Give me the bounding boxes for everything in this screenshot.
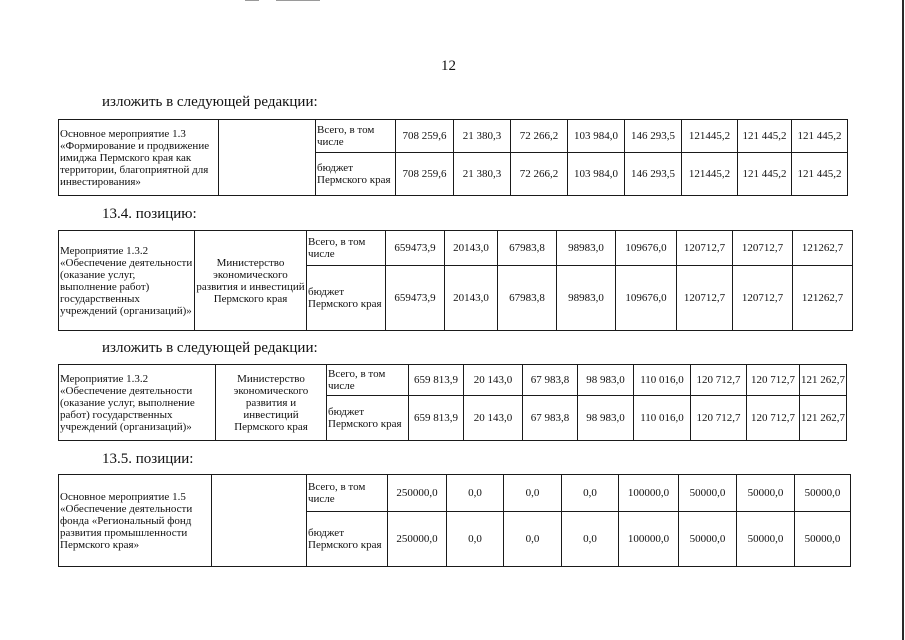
value-cell: 98983,0 xyxy=(557,231,616,266)
heading-new-edition-2: изложить в следующей редакции: xyxy=(102,340,318,356)
heading-position-13-5: 13.5. позиции: xyxy=(102,451,194,467)
measure-name-cell: Основное мероприятие 1.5 «Обеспечение деятельности фонда «Региональный фонд развития промышленности Пермского края» xyxy=(59,475,212,567)
scan-right-edge xyxy=(902,0,904,640)
value-cell: 0,0 xyxy=(504,475,562,512)
value-cell: 659 813,9 xyxy=(409,365,464,396)
value-cell: 109676,0 xyxy=(616,231,677,266)
value-cell: 20143,0 xyxy=(445,266,498,331)
value-cell: 120712,7 xyxy=(677,266,733,331)
scan-top-mark-left xyxy=(245,0,259,1)
value-cell: 21 380,3 xyxy=(454,120,511,153)
value-cell: 67 983,8 xyxy=(523,396,578,441)
value-cell: 50000,0 xyxy=(679,475,737,512)
value-cell: 120712,7 xyxy=(733,231,793,266)
responsible-cell: Министерство экономического развития и инвестиций Пермского края xyxy=(195,231,307,331)
table-row xyxy=(59,231,853,266)
value-cell: 708 259,6 xyxy=(396,120,454,153)
value-cell: 120 712,7 xyxy=(691,365,747,396)
value-cell: 121262,7 xyxy=(793,266,853,331)
funding-source-total: Всего, в том числе xyxy=(327,365,409,396)
table-measure-1-3-2-new xyxy=(58,364,847,441)
value-cell: 103 984,0 xyxy=(568,120,625,153)
value-cell: 250000,0 xyxy=(388,512,447,567)
value-cell: 72 266,2 xyxy=(511,120,568,153)
value-cell: 72 266,2 xyxy=(511,153,568,196)
value-cell: 50000,0 xyxy=(795,475,851,512)
value-cell: 109676,0 xyxy=(616,266,677,331)
value-cell: 121 445,2 xyxy=(738,153,792,196)
value-cell: 121 445,2 xyxy=(792,120,848,153)
value-cell: 120712,7 xyxy=(733,266,793,331)
funding-source-budget: бюджет Пермского края xyxy=(307,266,386,331)
value-cell: 121 445,2 xyxy=(738,120,792,153)
funding-source-budget: бюджет Пермского края xyxy=(307,512,388,567)
value-cell: 50000,0 xyxy=(679,512,737,567)
value-cell: 98983,0 xyxy=(557,266,616,331)
heading-position-13-4: 13.4. позицию: xyxy=(102,206,197,222)
value-cell: 146 293,5 xyxy=(625,120,682,153)
responsible-cell xyxy=(212,475,307,567)
value-cell: 659 813,9 xyxy=(409,396,464,441)
value-cell: 659473,9 xyxy=(386,231,445,266)
value-cell: 98 983,0 xyxy=(578,396,634,441)
funding-source-total: Всего, в том числе xyxy=(316,120,396,153)
value-cell: 708 259,6 xyxy=(396,153,454,196)
value-cell: 121 262,7 xyxy=(800,365,847,396)
measure-name-cell: Основное мероприятие 1.3 «Формирование и продвижение имиджа Пермского края как территории, благоприятной для инвестирования» xyxy=(59,120,219,196)
value-cell: 120712,7 xyxy=(677,231,733,266)
value-cell: 110 016,0 xyxy=(634,396,691,441)
funding-source-total: Всего, в том числе xyxy=(307,231,386,266)
value-cell: 659473,9 xyxy=(386,266,445,331)
value-cell: 250000,0 xyxy=(388,475,447,512)
scan-top-mark-right xyxy=(276,0,320,1)
table-measure-1-3 xyxy=(58,119,848,196)
value-cell: 146 293,5 xyxy=(625,153,682,196)
value-cell: 0,0 xyxy=(504,512,562,567)
responsible-cell xyxy=(219,120,316,196)
value-cell: 120 712,7 xyxy=(691,396,747,441)
value-cell: 0,0 xyxy=(562,475,619,512)
value-cell: 121445,2 xyxy=(682,120,738,153)
table-row xyxy=(59,120,848,153)
value-cell: 98 983,0 xyxy=(578,365,634,396)
funding-source-total: Всего, в том числе xyxy=(307,475,388,512)
table-measure-1-3-2-old xyxy=(58,230,853,331)
responsible-cell: Министерство экономического развития и инвестиций Пермского края xyxy=(216,365,327,441)
value-cell: 20143,0 xyxy=(445,231,498,266)
table-measure-1-5 xyxy=(58,474,851,567)
value-cell: 100000,0 xyxy=(619,512,679,567)
value-cell: 20 143,0 xyxy=(464,396,523,441)
value-cell: 120 712,7 xyxy=(747,365,800,396)
page-number: 12 xyxy=(441,58,456,74)
heading-new-edition-1: изложить в следующей редакции: xyxy=(102,94,318,110)
value-cell: 50000,0 xyxy=(737,475,795,512)
value-cell: 50000,0 xyxy=(795,512,851,567)
value-cell: 0,0 xyxy=(562,512,619,567)
value-cell: 121 262,7 xyxy=(800,396,847,441)
value-cell: 67983,8 xyxy=(498,266,557,331)
table-row xyxy=(59,475,851,512)
value-cell: 103 984,0 xyxy=(568,153,625,196)
value-cell: 20 143,0 xyxy=(464,365,523,396)
value-cell: 121445,2 xyxy=(682,153,738,196)
value-cell: 100000,0 xyxy=(619,475,679,512)
value-cell: 0,0 xyxy=(447,475,504,512)
value-cell: 110 016,0 xyxy=(634,365,691,396)
value-cell: 121262,7 xyxy=(793,231,853,266)
table-row xyxy=(59,365,847,396)
value-cell: 67 983,8 xyxy=(523,365,578,396)
funding-source-budget: бюджет Пермского края xyxy=(327,396,409,441)
funding-source-budget: бюджет Пермского края xyxy=(316,153,396,196)
value-cell: 120 712,7 xyxy=(747,396,800,441)
measure-name-cell: Мероприятие 1.3.2 «Обеспечение деятельности (оказание услуг, выполнение работ) государственных учреждений (организаций)» xyxy=(59,231,195,331)
value-cell: 121 445,2 xyxy=(792,153,848,196)
value-cell: 50000,0 xyxy=(737,512,795,567)
value-cell: 67983,8 xyxy=(498,231,557,266)
value-cell: 0,0 xyxy=(447,512,504,567)
measure-name-cell: Мероприятие 1.3.2 «Обеспечение деятельности (оказание услуг, выполнение работ) государственных учреждений (организаций)» xyxy=(59,365,216,441)
value-cell: 21 380,3 xyxy=(454,153,511,196)
